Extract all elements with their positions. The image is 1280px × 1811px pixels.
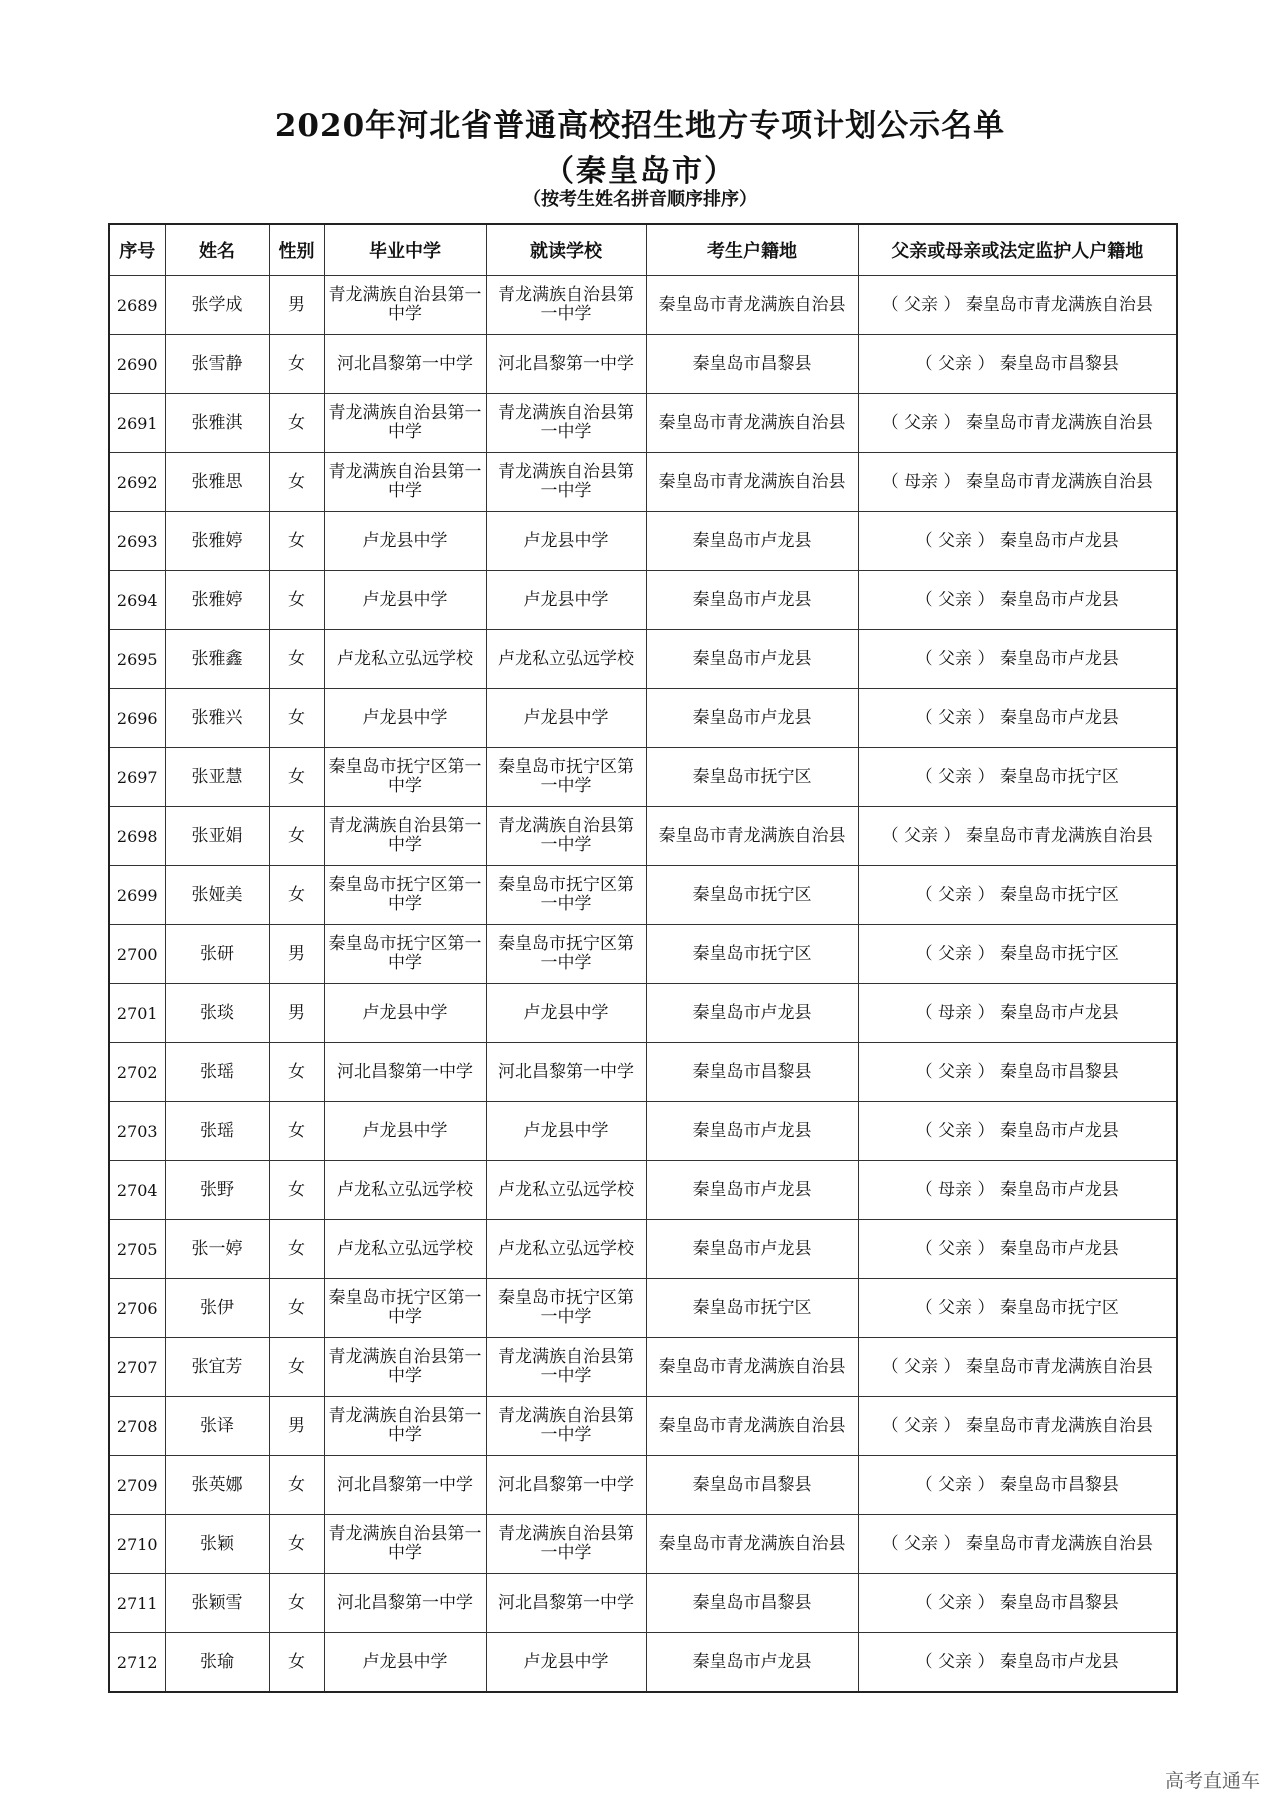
cell-gender: 女 bbox=[269, 866, 324, 925]
cell-index: 2707 bbox=[109, 1338, 165, 1397]
cell-current-school: 卢龙县中学 bbox=[486, 984, 646, 1043]
table-row bbox=[109, 1102, 1177, 1161]
cell-guardian-household: （ 母亲 ） 秦皇岛市青龙满族自治县 bbox=[858, 453, 1177, 512]
cell-graduation-school: 卢龙县中学 bbox=[324, 1633, 486, 1693]
cell-index: 2691 bbox=[109, 394, 165, 453]
cell-name: 张颖 bbox=[165, 1515, 269, 1574]
cell-student-household: 秦皇岛市卢龙县 bbox=[646, 1633, 858, 1693]
cell-student-household: 秦皇岛市昌黎县 bbox=[646, 335, 858, 394]
cell-name: 张雅淇 bbox=[165, 394, 269, 453]
cell-index: 2701 bbox=[109, 984, 165, 1043]
cell-student-household: 秦皇岛市昌黎县 bbox=[646, 1574, 858, 1633]
header-cell-gender: 性别 bbox=[269, 224, 324, 276]
cell-name: 张一婷 bbox=[165, 1220, 269, 1279]
cell-guardian-household: （ 母亲 ） 秦皇岛市卢龙县 bbox=[858, 1161, 1177, 1220]
table-row bbox=[109, 394, 1177, 453]
cell-name: 张瑜 bbox=[165, 1633, 269, 1693]
cell-index: 2702 bbox=[109, 1043, 165, 1102]
header-cell-current-school: 就读学校 bbox=[486, 224, 646, 276]
table-header-row bbox=[109, 224, 1177, 276]
header-cell-student-household: 考生户籍地 bbox=[646, 224, 858, 276]
cell-current-school: 青龙满族自治县第一中学 bbox=[486, 807, 646, 866]
cell-graduation-school: 秦皇岛市抚宁区第一中学 bbox=[324, 748, 486, 807]
cell-student-household: 秦皇岛市青龙满族自治县 bbox=[646, 394, 858, 453]
table-row bbox=[109, 335, 1177, 394]
table-row bbox=[109, 748, 1177, 807]
header-cell-guardian-household: 父亲或母亲或法定监护人户籍地 bbox=[858, 224, 1177, 276]
cell-guardian-household: （ 父亲 ） 秦皇岛市卢龙县 bbox=[858, 512, 1177, 571]
cell-graduation-school: 秦皇岛市抚宁区第一中学 bbox=[324, 925, 486, 984]
cell-gender: 女 bbox=[269, 1456, 324, 1515]
cell-name: 张颖雪 bbox=[165, 1574, 269, 1633]
cell-index: 2704 bbox=[109, 1161, 165, 1220]
cell-gender: 女 bbox=[269, 453, 324, 512]
cell-graduation-school: 河北昌黎第一中学 bbox=[324, 335, 486, 394]
cell-guardian-household: （ 父亲 ） 秦皇岛市昌黎县 bbox=[858, 1456, 1177, 1515]
cell-graduation-school: 卢龙县中学 bbox=[324, 1102, 486, 1161]
cell-graduation-school: 青龙满族自治县第一中学 bbox=[324, 807, 486, 866]
cell-name: 张雅鑫 bbox=[165, 630, 269, 689]
cell-graduation-school: 卢龙县中学 bbox=[324, 571, 486, 630]
cell-name: 张宜芳 bbox=[165, 1338, 269, 1397]
cell-name: 张娅美 bbox=[165, 866, 269, 925]
cell-index: 2712 bbox=[109, 1633, 165, 1693]
cell-student-household: 秦皇岛市卢龙县 bbox=[646, 571, 858, 630]
table-row bbox=[109, 1397, 1177, 1456]
cell-name: 张雅思 bbox=[165, 453, 269, 512]
table-row bbox=[109, 807, 1177, 866]
cell-current-school: 青龙满族自治县第一中学 bbox=[486, 394, 646, 453]
table-row bbox=[109, 1515, 1177, 1574]
cell-gender: 女 bbox=[269, 1574, 324, 1633]
cell-current-school: 河北昌黎第一中学 bbox=[486, 335, 646, 394]
cell-graduation-school: 河北昌黎第一中学 bbox=[324, 1574, 486, 1633]
cell-index: 2692 bbox=[109, 453, 165, 512]
cell-gender: 男 bbox=[269, 1397, 324, 1456]
cell-index: 2693 bbox=[109, 512, 165, 571]
cell-guardian-household: （ 父亲 ） 秦皇岛市抚宁区 bbox=[858, 925, 1177, 984]
cell-index: 2690 bbox=[109, 335, 165, 394]
cell-index: 2694 bbox=[109, 571, 165, 630]
cell-student-household: 秦皇岛市青龙满族自治县 bbox=[646, 276, 858, 335]
cell-guardian-household: （ 父亲 ） 秦皇岛市昌黎县 bbox=[858, 1043, 1177, 1102]
cell-name: 张野 bbox=[165, 1161, 269, 1220]
cell-gender: 女 bbox=[269, 1161, 324, 1220]
cell-gender: 女 bbox=[269, 571, 324, 630]
table-row bbox=[109, 1456, 1177, 1515]
cell-student-household: 秦皇岛市抚宁区 bbox=[646, 925, 858, 984]
cell-graduation-school: 河北昌黎第一中学 bbox=[324, 1456, 486, 1515]
cell-student-household: 秦皇岛市抚宁区 bbox=[646, 748, 858, 807]
table-row bbox=[109, 1633, 1177, 1693]
table-row bbox=[109, 1161, 1177, 1220]
cell-graduation-school: 卢龙县中学 bbox=[324, 689, 486, 748]
cell-index: 2711 bbox=[109, 1574, 165, 1633]
cell-current-school: 河北昌黎第一中学 bbox=[486, 1043, 646, 1102]
cell-name: 张雪静 bbox=[165, 335, 269, 394]
table-row bbox=[109, 453, 1177, 512]
cell-graduation-school: 青龙满族自治县第一中学 bbox=[324, 1515, 486, 1574]
cell-student-household: 秦皇岛市青龙满族自治县 bbox=[646, 807, 858, 866]
cell-current-school: 卢龙县中学 bbox=[486, 1102, 646, 1161]
cell-guardian-household: （ 父亲 ） 秦皇岛市青龙满族自治县 bbox=[858, 1338, 1177, 1397]
cell-index: 2698 bbox=[109, 807, 165, 866]
page-title: 2020年河北省普通高校招生地方专项计划公示名单 bbox=[274, 108, 1006, 144]
cell-index: 2710 bbox=[109, 1515, 165, 1574]
cell-index: 2708 bbox=[109, 1397, 165, 1456]
cell-guardian-household: （ 父亲 ） 秦皇岛市卢龙县 bbox=[858, 1102, 1177, 1161]
cell-student-household: 秦皇岛市青龙满族自治县 bbox=[646, 453, 858, 512]
cell-index: 2697 bbox=[109, 748, 165, 807]
cell-current-school: 秦皇岛市抚宁区第一中学 bbox=[486, 866, 646, 925]
cell-current-school: 卢龙私立弘远学校 bbox=[486, 630, 646, 689]
cell-guardian-household: （ 父亲 ） 秦皇岛市青龙满族自治县 bbox=[858, 807, 1177, 866]
watermark-footer: 高考直通车 bbox=[1164, 1770, 1260, 1792]
cell-guardian-household: （ 父亲 ） 秦皇岛市青龙满族自治县 bbox=[858, 276, 1177, 335]
cell-current-school: 秦皇岛市抚宁区第一中学 bbox=[486, 748, 646, 807]
cell-current-school: 青龙满族自治县第一中学 bbox=[486, 1397, 646, 1456]
table-row bbox=[109, 984, 1177, 1043]
cell-graduation-school: 青龙满族自治县第一中学 bbox=[324, 453, 486, 512]
cell-name: 张学成 bbox=[165, 276, 269, 335]
cell-student-household: 秦皇岛市昌黎县 bbox=[646, 1456, 858, 1515]
cell-current-school: 青龙满族自治县第一中学 bbox=[486, 1515, 646, 1574]
cell-guardian-household: （ 父亲 ） 秦皇岛市卢龙县 bbox=[858, 571, 1177, 630]
header-cell-name: 姓名 bbox=[165, 224, 269, 276]
roster-table bbox=[108, 223, 1178, 1693]
cell-gender: 女 bbox=[269, 1515, 324, 1574]
cell-guardian-household: （ 父亲 ） 秦皇岛市卢龙县 bbox=[858, 1220, 1177, 1279]
cell-current-school: 卢龙私立弘远学校 bbox=[486, 1220, 646, 1279]
cell-gender: 女 bbox=[269, 512, 324, 571]
cell-index: 2706 bbox=[109, 1279, 165, 1338]
cell-current-school: 秦皇岛市抚宁区第一中学 bbox=[486, 925, 646, 984]
cell-graduation-school: 青龙满族自治县第一中学 bbox=[324, 1338, 486, 1397]
cell-current-school: 卢龙县中学 bbox=[486, 689, 646, 748]
cell-index: 2705 bbox=[109, 1220, 165, 1279]
cell-graduation-school: 青龙满族自治县第一中学 bbox=[324, 276, 486, 335]
cell-graduation-school: 卢龙县中学 bbox=[324, 984, 486, 1043]
cell-name: 张雅婷 bbox=[165, 512, 269, 571]
cell-index: 2695 bbox=[109, 630, 165, 689]
page-subtitle-city: （秦皇岛市） bbox=[544, 154, 736, 189]
cell-guardian-household: （ 父亲 ） 秦皇岛市青龙满族自治县 bbox=[858, 1515, 1177, 1574]
cell-student-household: 秦皇岛市卢龙县 bbox=[646, 512, 858, 571]
table-row bbox=[109, 1220, 1177, 1279]
cell-name: 张伊 bbox=[165, 1279, 269, 1338]
cell-name: 张琰 bbox=[165, 984, 269, 1043]
cell-graduation-school: 卢龙私立弘远学校 bbox=[324, 630, 486, 689]
table-row bbox=[109, 512, 1177, 571]
cell-current-school: 卢龙私立弘远学校 bbox=[486, 1161, 646, 1220]
cell-student-household: 秦皇岛市卢龙县 bbox=[646, 1161, 858, 1220]
cell-graduation-school: 秦皇岛市抚宁区第一中学 bbox=[324, 866, 486, 925]
header-cell-index: 序号 bbox=[109, 224, 165, 276]
table-row bbox=[109, 866, 1177, 925]
cell-student-household: 秦皇岛市卢龙县 bbox=[646, 689, 858, 748]
cell-gender: 女 bbox=[269, 1338, 324, 1397]
cell-guardian-household: （ 父亲 ） 秦皇岛市抚宁区 bbox=[858, 748, 1177, 807]
cell-guardian-household: （ 父亲 ） 秦皇岛市抚宁区 bbox=[858, 866, 1177, 925]
cell-name: 张研 bbox=[165, 925, 269, 984]
cell-gender: 女 bbox=[269, 689, 324, 748]
cell-current-school: 河北昌黎第一中学 bbox=[486, 1456, 646, 1515]
cell-gender: 女 bbox=[269, 1220, 324, 1279]
table-row bbox=[109, 276, 1177, 335]
cell-current-school: 青龙满族自治县第一中学 bbox=[486, 1338, 646, 1397]
cell-graduation-school: 卢龙县中学 bbox=[324, 512, 486, 571]
cell-student-household: 秦皇岛市抚宁区 bbox=[646, 866, 858, 925]
cell-gender: 女 bbox=[269, 1043, 324, 1102]
cell-student-household: 秦皇岛市卢龙县 bbox=[646, 1220, 858, 1279]
cell-student-household: 秦皇岛市昌黎县 bbox=[646, 1043, 858, 1102]
cell-guardian-household: （ 父亲 ） 秦皇岛市抚宁区 bbox=[858, 1279, 1177, 1338]
cell-current-school: 卢龙县中学 bbox=[486, 1633, 646, 1693]
cell-gender: 女 bbox=[269, 1633, 324, 1693]
cell-current-school: 河北昌黎第一中学 bbox=[486, 1574, 646, 1633]
cell-student-household: 秦皇岛市卢龙县 bbox=[646, 1102, 858, 1161]
cell-gender: 女 bbox=[269, 630, 324, 689]
cell-index: 2709 bbox=[109, 1456, 165, 1515]
cell-current-school: 青龙满族自治县第一中学 bbox=[486, 453, 646, 512]
cell-guardian-household: （ 父亲 ） 秦皇岛市卢龙县 bbox=[858, 1633, 1177, 1693]
cell-current-school: 卢龙县中学 bbox=[486, 512, 646, 571]
cell-index: 2699 bbox=[109, 866, 165, 925]
table-row bbox=[109, 689, 1177, 748]
header-cell-graduation-school: 毕业中学 bbox=[324, 224, 486, 276]
cell-current-school: 青龙满族自治县第一中学 bbox=[486, 276, 646, 335]
cell-guardian-household: （ 父亲 ） 秦皇岛市卢龙县 bbox=[858, 689, 1177, 748]
cell-gender: 女 bbox=[269, 335, 324, 394]
cell-guardian-household: （ 父亲 ） 秦皇岛市昌黎县 bbox=[858, 1574, 1177, 1633]
cell-name: 张亚娟 bbox=[165, 807, 269, 866]
cell-name: 张雅兴 bbox=[165, 689, 269, 748]
cell-name: 张英娜 bbox=[165, 1456, 269, 1515]
cell-name: 张译 bbox=[165, 1397, 269, 1456]
table-row bbox=[109, 1279, 1177, 1338]
cell-graduation-school: 青龙满族自治县第一中学 bbox=[324, 1397, 486, 1456]
cell-guardian-household: （ 父亲 ） 秦皇岛市青龙满族自治县 bbox=[858, 1397, 1177, 1456]
cell-student-household: 秦皇岛市卢龙县 bbox=[646, 630, 858, 689]
cell-guardian-household: （ 父亲 ） 秦皇岛市卢龙县 bbox=[858, 630, 1177, 689]
table-body bbox=[109, 276, 1177, 1693]
cell-gender: 女 bbox=[269, 1279, 324, 1338]
table-row bbox=[109, 630, 1177, 689]
cell-current-school: 卢龙县中学 bbox=[486, 571, 646, 630]
cell-student-household: 秦皇岛市青龙满族自治县 bbox=[646, 1515, 858, 1574]
table-row bbox=[109, 1574, 1177, 1633]
cell-current-school: 秦皇岛市抚宁区第一中学 bbox=[486, 1279, 646, 1338]
cell-gender: 女 bbox=[269, 807, 324, 866]
cell-index: 2703 bbox=[109, 1102, 165, 1161]
table-row bbox=[109, 1043, 1177, 1102]
cell-index: 2689 bbox=[109, 276, 165, 335]
table-row bbox=[109, 925, 1177, 984]
page-subtitle-sort-note: （按考生姓名拼音顺序排序） bbox=[523, 189, 757, 210]
cell-student-household: 秦皇岛市青龙满族自治县 bbox=[646, 1397, 858, 1456]
cell-gender: 女 bbox=[269, 394, 324, 453]
cell-guardian-household: （ 父亲 ） 秦皇岛市青龙满族自治县 bbox=[858, 394, 1177, 453]
cell-graduation-school: 河北昌黎第一中学 bbox=[324, 1043, 486, 1102]
cell-graduation-school: 卢龙私立弘远学校 bbox=[324, 1161, 486, 1220]
cell-guardian-household: （ 父亲 ） 秦皇岛市昌黎县 bbox=[858, 335, 1177, 394]
table-row bbox=[109, 1338, 1177, 1397]
cell-gender: 男 bbox=[269, 984, 324, 1043]
cell-student-household: 秦皇岛市青龙满族自治县 bbox=[646, 1338, 858, 1397]
cell-graduation-school: 卢龙私立弘远学校 bbox=[324, 1220, 486, 1279]
cell-name: 张雅婷 bbox=[165, 571, 269, 630]
cell-student-household: 秦皇岛市抚宁区 bbox=[646, 1279, 858, 1338]
cell-student-household: 秦皇岛市卢龙县 bbox=[646, 984, 858, 1043]
cell-graduation-school: 秦皇岛市抚宁区第一中学 bbox=[324, 1279, 486, 1338]
cell-index: 2700 bbox=[109, 925, 165, 984]
cell-name: 张瑶 bbox=[165, 1102, 269, 1161]
cell-name: 张亚慧 bbox=[165, 748, 269, 807]
cell-gender: 女 bbox=[269, 1102, 324, 1161]
cell-name: 张瑶 bbox=[165, 1043, 269, 1102]
cell-gender: 女 bbox=[269, 748, 324, 807]
cell-guardian-household: （ 母亲 ） 秦皇岛市卢龙县 bbox=[858, 984, 1177, 1043]
cell-index: 2696 bbox=[109, 689, 165, 748]
cell-gender: 男 bbox=[269, 276, 324, 335]
table-row bbox=[109, 571, 1177, 630]
cell-gender: 男 bbox=[269, 925, 324, 984]
cell-graduation-school: 青龙满族自治县第一中学 bbox=[324, 394, 486, 453]
